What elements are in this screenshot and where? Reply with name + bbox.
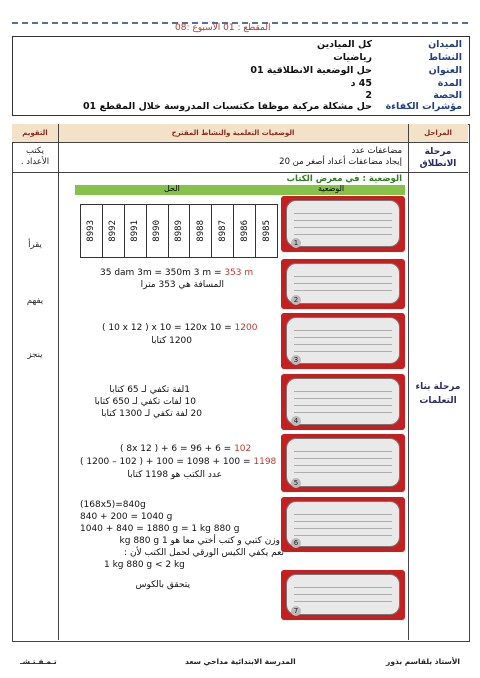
eval-understand: يفهم bbox=[26, 296, 44, 306]
number-value: 8993 bbox=[86, 220, 97, 242]
solution-3-line-2: 1200 كتابا bbox=[151, 336, 192, 346]
solution-6-line-5: نعم يكفي الكيس الورقي لحمل الكتب لأن : bbox=[124, 548, 284, 558]
number-value: 8989 bbox=[173, 220, 184, 242]
number-cell bbox=[211, 205, 233, 257]
col-divider bbox=[58, 124, 59, 640]
number-cell bbox=[102, 205, 124, 257]
eval-do: ينجز bbox=[27, 350, 43, 360]
footer-teacher: الأستاذ بلقاسم بذور bbox=[386, 657, 460, 666]
info-value-title: حل الوضعية الانطلاقية 01 bbox=[250, 65, 372, 76]
solution-4-line-3: 20 لفة تكفي لـ 1300 كتابا bbox=[101, 409, 202, 419]
stage-warmup: مرحلة الانطلاق bbox=[419, 147, 457, 169]
col-header-eval: التقويم bbox=[12, 124, 58, 143]
info-value-activity: رياضيات bbox=[333, 52, 372, 63]
number-value: 8985 bbox=[261, 220, 272, 242]
solution-2-line-1: 35 dam 3m = 350m 3 m = 353 m bbox=[100, 268, 254, 278]
col-solution-label: الحل bbox=[164, 184, 180, 193]
number-cell bbox=[146, 205, 168, 257]
solution-5-line-2: ( 1200 – 102 ) + 100 = 1098 + 100 = 1198 bbox=[80, 457, 277, 467]
solution-6-line-3: 1040 + 840 = 1880 g = 1 kg 880 g bbox=[80, 524, 240, 534]
stage-build: مرحلة بناء التعلمات bbox=[415, 382, 461, 406]
week-label: المقطع : 01 الأسبوع :08 bbox=[175, 23, 271, 33]
number-sequence bbox=[80, 204, 278, 258]
solution-7-line-1: يتحقق بالكوس bbox=[135, 580, 190, 590]
solution-6-line-1: (168x5)=840g bbox=[80, 500, 146, 510]
info-value-duration: 45 د bbox=[350, 78, 372, 89]
warmup-line-1: مضاعفات عدد bbox=[351, 146, 402, 156]
info-label-title: العنوان bbox=[428, 65, 462, 76]
info-label-session: الحصة bbox=[433, 90, 462, 101]
number-cell bbox=[81, 205, 102, 257]
solution-5-line-1: ( 8x 12 ) + 6 = 96 + 6 = 102 bbox=[120, 444, 252, 454]
eval-warmup: يكتب الأعداد . bbox=[20, 146, 50, 167]
solution-6-line-6: 1 kg 880 g < 2 kg bbox=[104, 560, 185, 570]
warmup-line-2: إيجاد مضاعفات أعداد أصغر من 20 bbox=[279, 157, 402, 167]
number-cell bbox=[168, 205, 190, 257]
solution-4-line-1: 1لفة تكفي لـ 65 كتابا bbox=[109, 385, 190, 395]
number-cell bbox=[255, 205, 277, 257]
situation-bubble-4: 4 bbox=[281, 374, 405, 430]
number-value: 8990 bbox=[152, 220, 163, 242]
col-header-stages: المراحل bbox=[408, 124, 468, 143]
situation-bubble-2: 2 bbox=[281, 259, 405, 309]
info-label-domain: الميدان bbox=[428, 39, 462, 50]
number-cell bbox=[189, 205, 211, 257]
number-cell bbox=[233, 205, 255, 257]
situation-bubble-5: 5 bbox=[281, 434, 405, 492]
row-divider bbox=[12, 172, 468, 173]
solution-3-line-1: ( 10 x 12 ) x 10 = 120x 10 = 1200 bbox=[102, 323, 258, 333]
eval-read: يقرأ bbox=[28, 240, 42, 250]
info-value-session: 2 bbox=[365, 90, 372, 101]
situation-bubble-7: 7 bbox=[281, 570, 405, 620]
number-value: 8986 bbox=[239, 220, 250, 242]
info-label-competency: مؤشرات الكفاءة bbox=[385, 101, 462, 112]
footer-inspector: تـمـفـتـشـ bbox=[20, 657, 57, 666]
number-value: 8991 bbox=[130, 220, 141, 242]
number-cell bbox=[124, 205, 146, 257]
info-label-duration: المدة bbox=[437, 78, 462, 89]
solution-4-line-2: 10 لفات تكفي لـ 650 كتابا bbox=[94, 397, 196, 407]
situation-header-bar bbox=[75, 185, 405, 195]
info-label-activity: النشاط bbox=[428, 52, 462, 63]
col-header-activities: الوضعيات التعلمية والنشاط المقترح bbox=[58, 124, 408, 143]
col-divider bbox=[408, 124, 409, 640]
solution-6-line-2: 840 + 200 = 1040 g bbox=[80, 512, 173, 522]
info-value-domain: كل الميادين bbox=[317, 39, 372, 50]
info-value-competency: حل مشكلة مركبة موظفا مكتسبات المدروسة خلال المقطع 01 bbox=[82, 101, 372, 112]
col-situation-label: الوضعية bbox=[318, 184, 345, 193]
situation-title: الوضعية : في معرض الكتاب bbox=[286, 174, 402, 184]
number-value: 8987 bbox=[217, 220, 228, 242]
solution-6-line-4: وزن كتبي و كتب أختي معا هو 1 kg 880 g bbox=[119, 536, 280, 546]
number-value: 8992 bbox=[108, 220, 119, 242]
situation-bubble-3: 3 bbox=[281, 313, 405, 369]
situation-bubble-6: 6 bbox=[281, 497, 405, 552]
solution-2-line-2: المسافة هي 353 مترا bbox=[140, 280, 224, 290]
number-value: 8988 bbox=[195, 220, 206, 242]
solution-5-line-3: عدد الكتب هو 1198 كتابا bbox=[127, 470, 222, 480]
footer-school: المدرسة الابتدائية مداحي سعد bbox=[185, 657, 296, 666]
situation-bubble-1: 1 bbox=[281, 196, 405, 252]
